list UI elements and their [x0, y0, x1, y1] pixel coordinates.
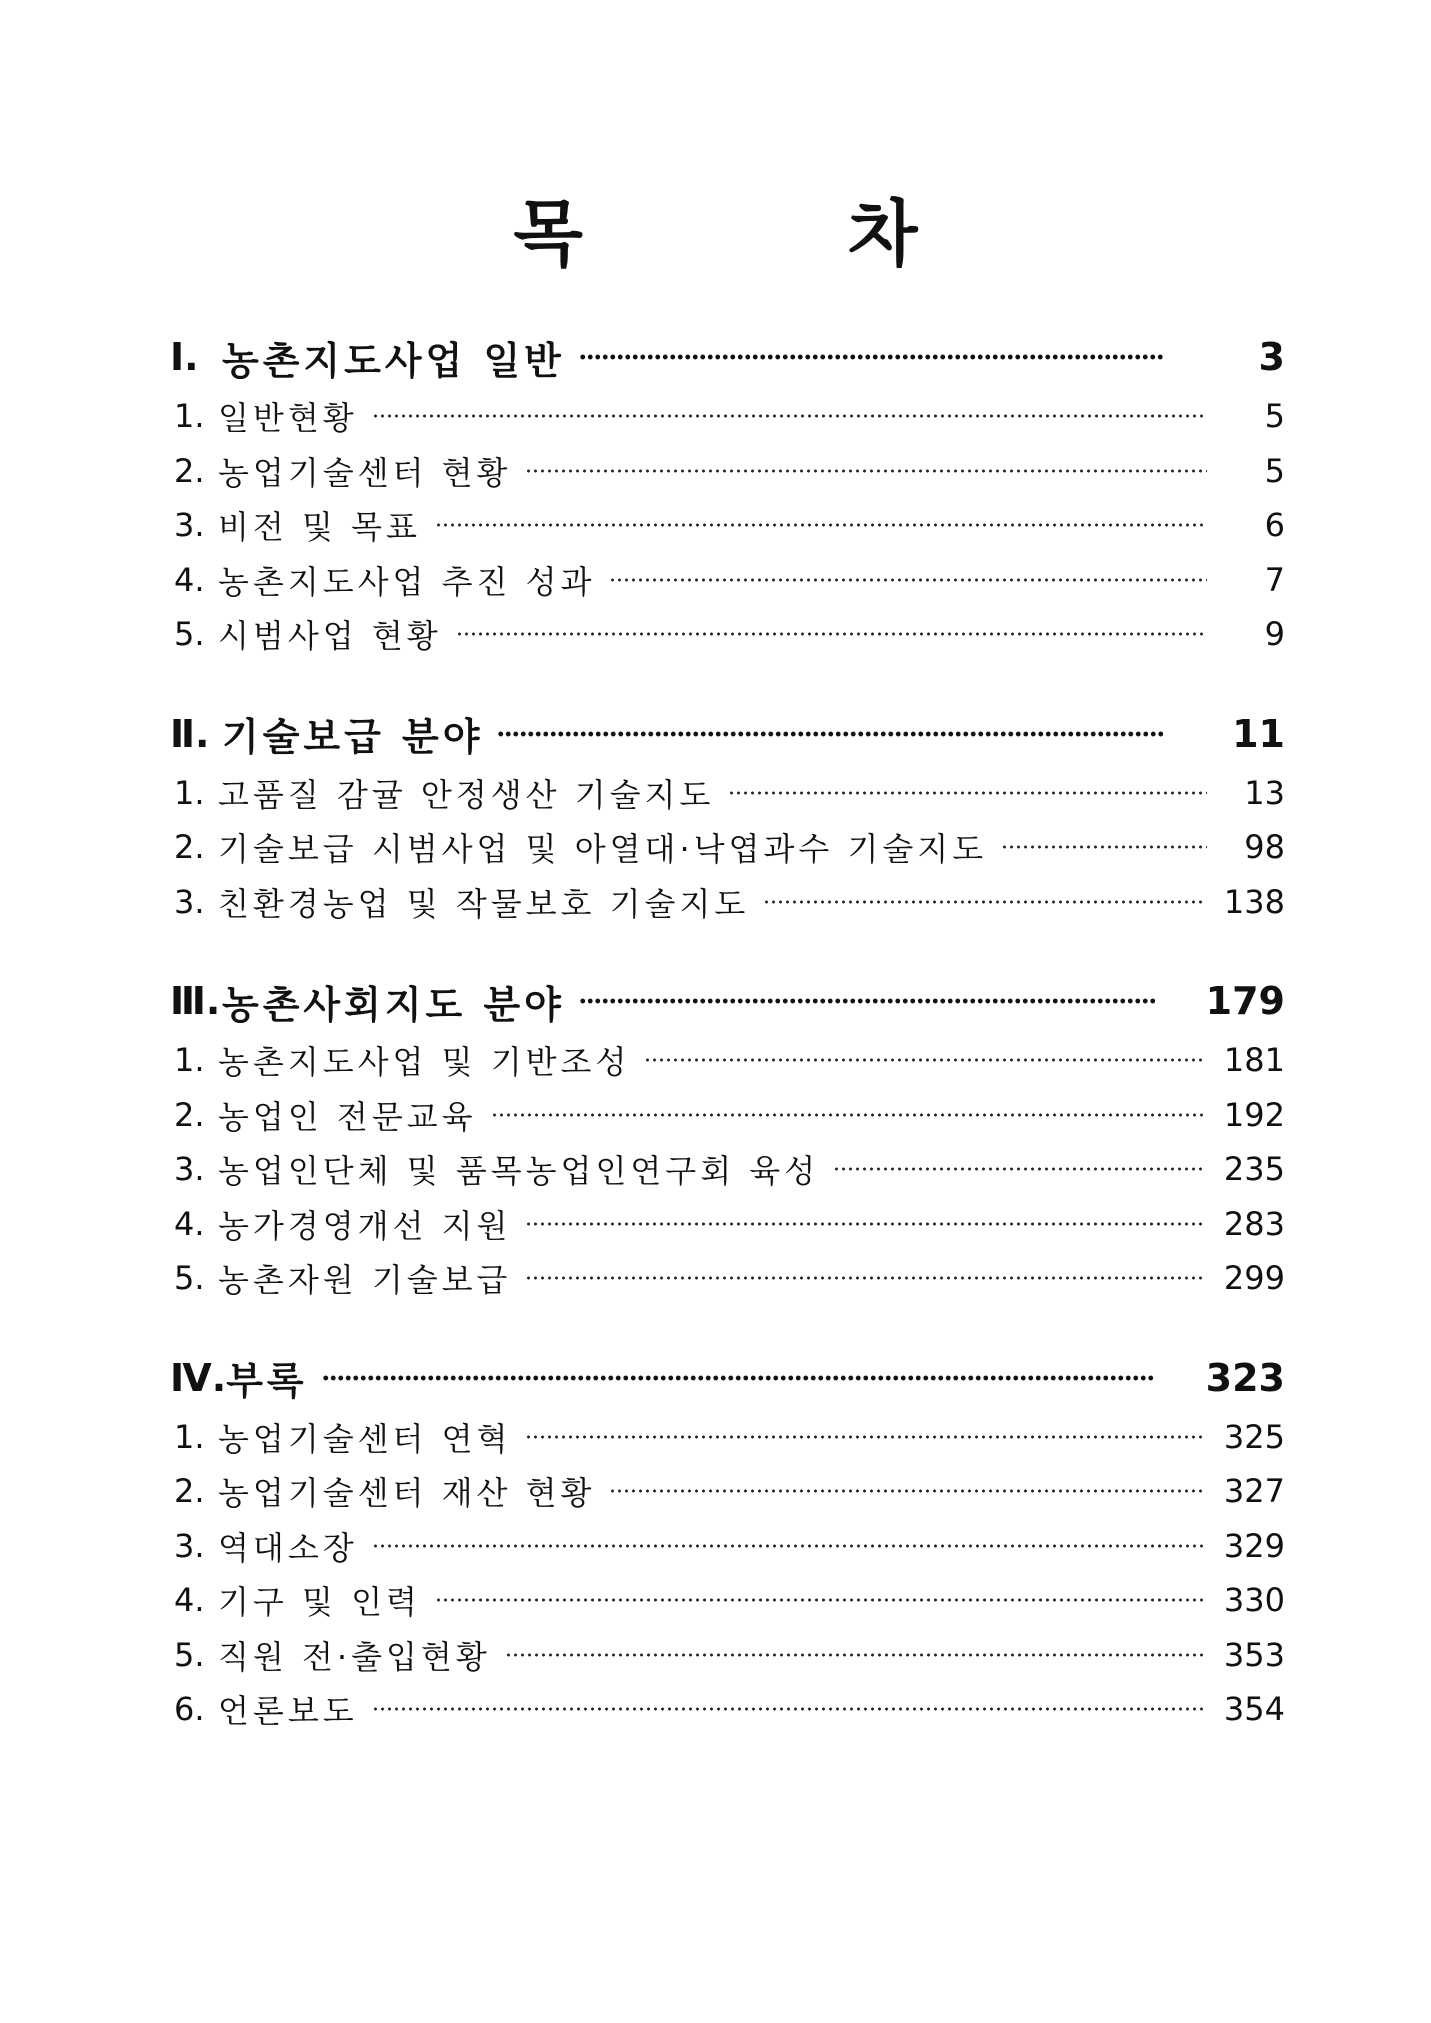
- dot-leader: [579, 354, 1165, 360]
- entry-page-number: 181: [1223, 1041, 1285, 1080]
- entry-page-number: 325: [1223, 1417, 1285, 1456]
- entry-number: 6.: [174, 1690, 205, 1729]
- toc-entry: [170, 1142, 1285, 1197]
- section-numeral: Ⅰ.: [170, 335, 199, 379]
- entry-page-number: 327: [1223, 1472, 1285, 1511]
- entry-number: 5.: [174, 615, 205, 654]
- entry-number: 2.: [174, 828, 205, 867]
- entry-number: 5.: [174, 1259, 205, 1298]
- entry-number: 5.: [174, 1635, 205, 1674]
- section-numeral: Ⅳ.: [170, 1355, 227, 1400]
- toc-entry: [170, 1628, 1285, 1683]
- toc-entry: [170, 1682, 1285, 1737]
- entry-page-number: 138: [1223, 882, 1285, 921]
- section-title: 농촌사회지도 분야: [222, 982, 565, 1027]
- entry-number: 4.: [174, 560, 205, 599]
- section-page-number: 11: [1232, 711, 1285, 756]
- entry-page-number: 235: [1223, 1150, 1285, 1189]
- dot-leader: [372, 414, 1207, 418]
- toc-entry: [170, 1088, 1285, 1143]
- entry-title: 역대소장: [218, 1528, 358, 1567]
- entry-title: 언론보도: [218, 1692, 358, 1731]
- toc-section-heading: [170, 1346, 1285, 1410]
- section-title: 기술보급 분야: [222, 715, 484, 759]
- entry-number: 2.: [174, 1472, 205, 1511]
- entry-title: 농업기술센터 재산 현황: [218, 1474, 596, 1513]
- toc-entry: [170, 1197, 1285, 1252]
- section-title: 농촌지도사업 일반: [222, 338, 565, 383]
- toc-entry: [170, 389, 1285, 444]
- toc-entry: [170, 498, 1285, 553]
- entry-page-number: 192: [1223, 1095, 1285, 1134]
- entry-title: 농업인단체 및 품목농업인연구회 육성: [218, 1152, 820, 1191]
- dot-leader: [609, 578, 1207, 582]
- entry-page-number: 330: [1223, 1581, 1285, 1620]
- toc-entry: [170, 1519, 1285, 1574]
- entry-title: 시범사업 현황: [218, 617, 442, 656]
- section-numeral: Ⅱ.: [170, 711, 210, 756]
- section-numeral: Ⅲ.: [170, 979, 221, 1023]
- dot-leader: [525, 1276, 1205, 1280]
- entry-page-number: 5: [1264, 397, 1285, 436]
- section-page-number: 323: [1205, 1355, 1285, 1400]
- entry-page-number: 353: [1223, 1635, 1285, 1674]
- entry-title: 농가경영개선 지원: [218, 1206, 512, 1245]
- toc-entry: [170, 875, 1285, 930]
- toc-section-heading: [170, 969, 1285, 1033]
- toc-section: [170, 702, 1285, 930]
- entry-number: 3.: [174, 882, 205, 921]
- entry-page-number: 9: [1264, 615, 1285, 654]
- entry-number: 4.: [174, 1204, 205, 1243]
- toc-entry: [170, 1410, 1285, 1465]
- dot-leader: [609, 1489, 1205, 1493]
- entry-page-number: 283: [1223, 1204, 1285, 1243]
- dot-leader: [322, 1375, 1156, 1381]
- section-title: 부록: [226, 1359, 308, 1403]
- entry-number: 2.: [174, 1095, 205, 1134]
- dot-leader: [505, 1653, 1206, 1657]
- dot-leader: [525, 1222, 1205, 1226]
- entry-page-number: 5: [1264, 451, 1285, 490]
- toc-entry: [170, 1251, 1285, 1306]
- toc-section-heading: [170, 325, 1285, 389]
- entry-number: 3.: [174, 1526, 205, 1565]
- toc-entry: [170, 607, 1285, 662]
- entry-number: 2.: [174, 451, 205, 490]
- dot-leader: [833, 1167, 1206, 1171]
- entry-title: 농업기술센터 현황: [218, 453, 512, 492]
- entry-number: 1.: [174, 1041, 205, 1080]
- dot-leader: [435, 1598, 1206, 1602]
- entry-number: 3.: [174, 506, 205, 545]
- toc-section: [170, 969, 1285, 1306]
- dot-leader: [372, 1544, 1206, 1548]
- entry-page-number: 329: [1223, 1526, 1285, 1565]
- section-page-number: 179: [1205, 979, 1285, 1023]
- entry-title: 고품질 감귤 안정생산 기술지도: [218, 775, 715, 814]
- entry-page-number: 354: [1223, 1690, 1285, 1729]
- entry-title: 직원 전·출입현황: [218, 1637, 491, 1676]
- dot-leader: [728, 791, 1207, 795]
- page-title: 목 차: [513, 192, 1038, 277]
- toc-entry: [170, 1573, 1285, 1628]
- toc-entry: [170, 444, 1285, 499]
- dot-leader: [644, 1058, 1206, 1062]
- dot-leader: [525, 469, 1207, 473]
- dot-leader: [491, 1113, 1206, 1117]
- toc-entry: [170, 766, 1285, 821]
- dot-leader: [579, 998, 1156, 1004]
- toc-section: [170, 325, 1285, 662]
- table-of-contents: [170, 325, 1285, 1777]
- dot-leader: [497, 731, 1165, 737]
- entry-page-number: 13: [1244, 773, 1285, 812]
- dot-leader: [1001, 845, 1207, 849]
- entry-title: 농촌지도사업 및 기반조성: [218, 1043, 631, 1082]
- entry-title: 농업기술센터 연혁: [218, 1419, 512, 1458]
- entry-title: 기구 및 인력: [218, 1583, 421, 1622]
- dot-leader: [763, 900, 1206, 904]
- entry-title: 일반현황: [218, 399, 358, 438]
- entry-page-number: 98: [1244, 828, 1285, 867]
- toc-section-heading: [170, 702, 1285, 766]
- toc-section: [170, 1346, 1285, 1737]
- entry-title: 농업인 전문교육: [218, 1097, 477, 1136]
- section-page-number: 3: [1258, 335, 1285, 379]
- entry-page-number: 6: [1264, 506, 1285, 545]
- toc-entry: [170, 553, 1285, 608]
- entry-number: 1.: [174, 773, 205, 812]
- dot-leader: [525, 1435, 1205, 1439]
- entry-title: 농촌자원 기술보급: [218, 1261, 512, 1300]
- entry-title: 비전 및 목표: [218, 508, 421, 547]
- entry-title: 기술보급 시범사업 및 아열대·낙엽과수 기술지도: [218, 830, 988, 869]
- dot-leader: [456, 632, 1207, 636]
- entry-title: 친환경농업 및 작물보호 기술지도: [218, 884, 750, 923]
- toc-entry: [170, 1033, 1285, 1088]
- entry-page-number: 299: [1223, 1259, 1285, 1298]
- entry-number: 1.: [174, 1417, 205, 1456]
- entry-number: 1.: [174, 397, 205, 436]
- entry-title: 농촌지도사업 추진 성과: [218, 562, 596, 601]
- entry-number: 3.: [174, 1150, 205, 1189]
- toc-entry: [170, 1464, 1285, 1519]
- dot-leader: [372, 1707, 1206, 1711]
- toc-entry: [170, 820, 1285, 875]
- entry-page-number: 7: [1264, 560, 1285, 599]
- dot-leader: [435, 523, 1207, 527]
- entry-number: 4.: [174, 1581, 205, 1620]
